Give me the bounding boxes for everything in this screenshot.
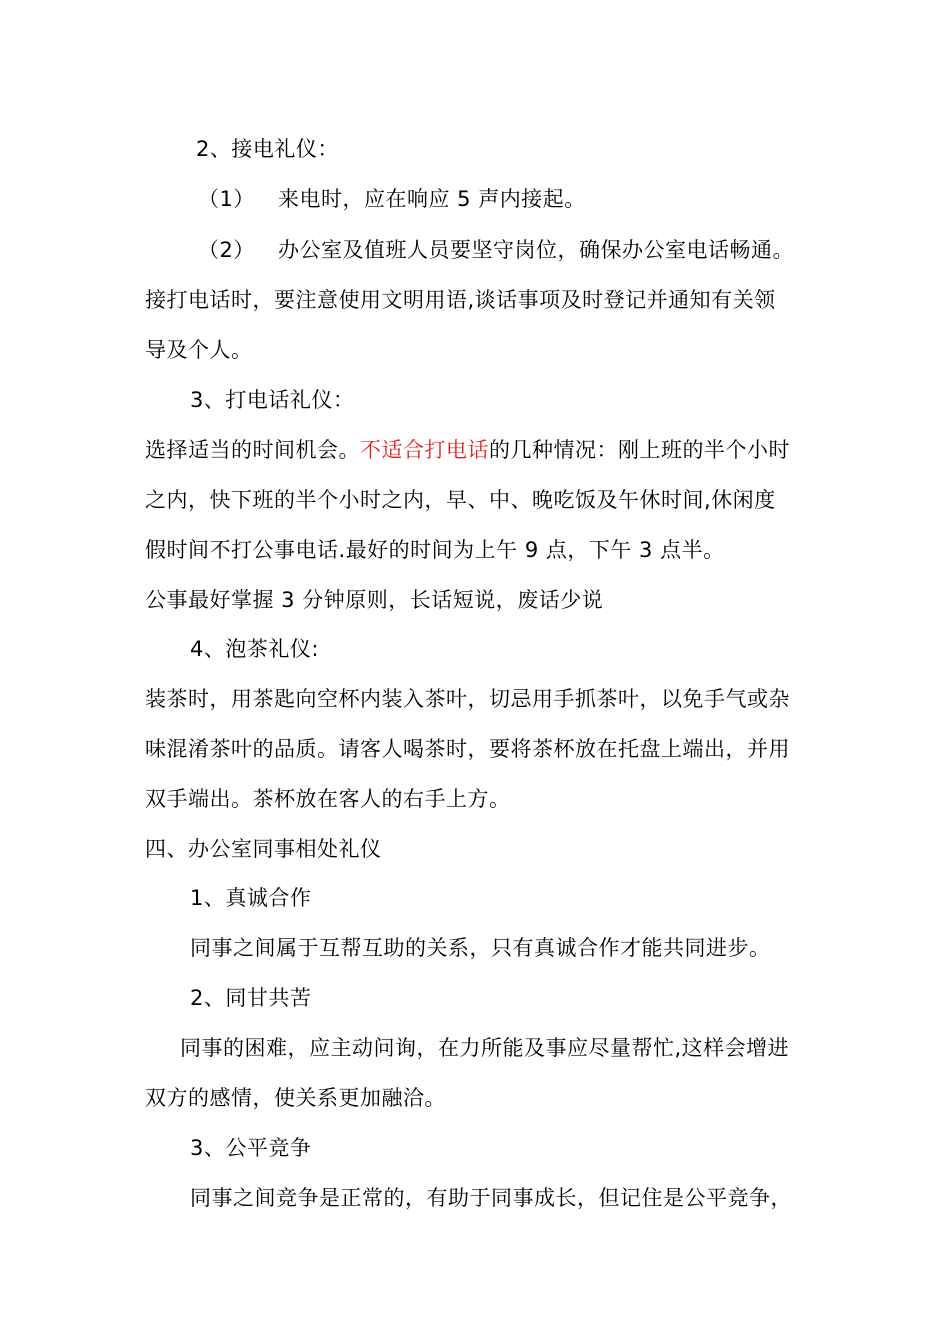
heading-fair-competition: 3、公平竞争 bbox=[190, 1136, 312, 1160]
list-item-2-text: 办公室及值班人员要坚守岗位，确保办公室电话畅通。 bbox=[278, 238, 794, 262]
paragraph-line bbox=[145, 435, 790, 465]
paragraph-line: 导及个人。 bbox=[145, 338, 253, 362]
paragraph-line: 双方的感情，使关系更加融洽。 bbox=[145, 1086, 446, 1110]
heading-call-etiquette: 3、打电话礼仪： bbox=[190, 388, 355, 412]
paragraph-line: 假时间不打公事电话.最好的时间为上午 9 点，下午 3 点半。 bbox=[145, 538, 725, 562]
paragraph-line: 装茶时，用茶匙向空杯内装入茶叶，切忌用手抓茶叶，以免手气或杂 bbox=[145, 687, 790, 711]
heading-tea-etiquette: 4、泡茶礼仪: bbox=[190, 637, 319, 661]
highlighted-text: 不适合打电话 bbox=[360, 438, 489, 462]
paragraph-line: 双手端出。茶杯放在客人的右手上方。 bbox=[145, 787, 511, 811]
paragraph-line: 同事之间竞争是正常的，有助于同事成长，但记住是公平竞争， bbox=[190, 1186, 792, 1210]
paragraph-line: 同事之间属于互帮互助的关系，只有真诚合作才能共同进步。 bbox=[190, 936, 771, 960]
paragraph-line: 同事的困难，应主动问询，在力所能及事应尽量帮忙,这样会增进 bbox=[180, 1036, 790, 1060]
paragraph-line: 公事最好掌握 3 分钟原则，长话短说，废话少说 bbox=[145, 588, 604, 612]
heading-answer-call-etiquette: 2、接电礼仪： bbox=[196, 137, 339, 161]
paragraph-text: 选择适当的时间机会。 bbox=[145, 438, 360, 462]
list-marker-2: （2） bbox=[198, 238, 255, 262]
section-heading-colleague-etiquette: 四、办公室同事相处礼仪 bbox=[145, 837, 382, 861]
paragraph-line: 接打电话时，要注意使用文明用语,谈话事项及时登记并通知有关领 bbox=[145, 288, 776, 312]
heading-sincere-cooperation: 1、真诚合作 bbox=[190, 886, 312, 910]
heading-share-hardships: 2、同甘共苦 bbox=[190, 986, 312, 1010]
list-item-1-text: 来电时，应在响应 5 声内接起。 bbox=[278, 187, 586, 211]
list-marker-1: （1） bbox=[198, 187, 255, 211]
paragraph-line: 之内，快下班的半个小时之内，早、中、晚吃饭及午休时间,休闲度 bbox=[145, 488, 776, 512]
paragraph-line: 味混淆茶叶的品质。请客人喝茶时，要将茶杯放在托盘上端出，并用 bbox=[145, 737, 790, 761]
paragraph-text: 的几种情况：刚上班的半个小时 bbox=[489, 438, 790, 462]
